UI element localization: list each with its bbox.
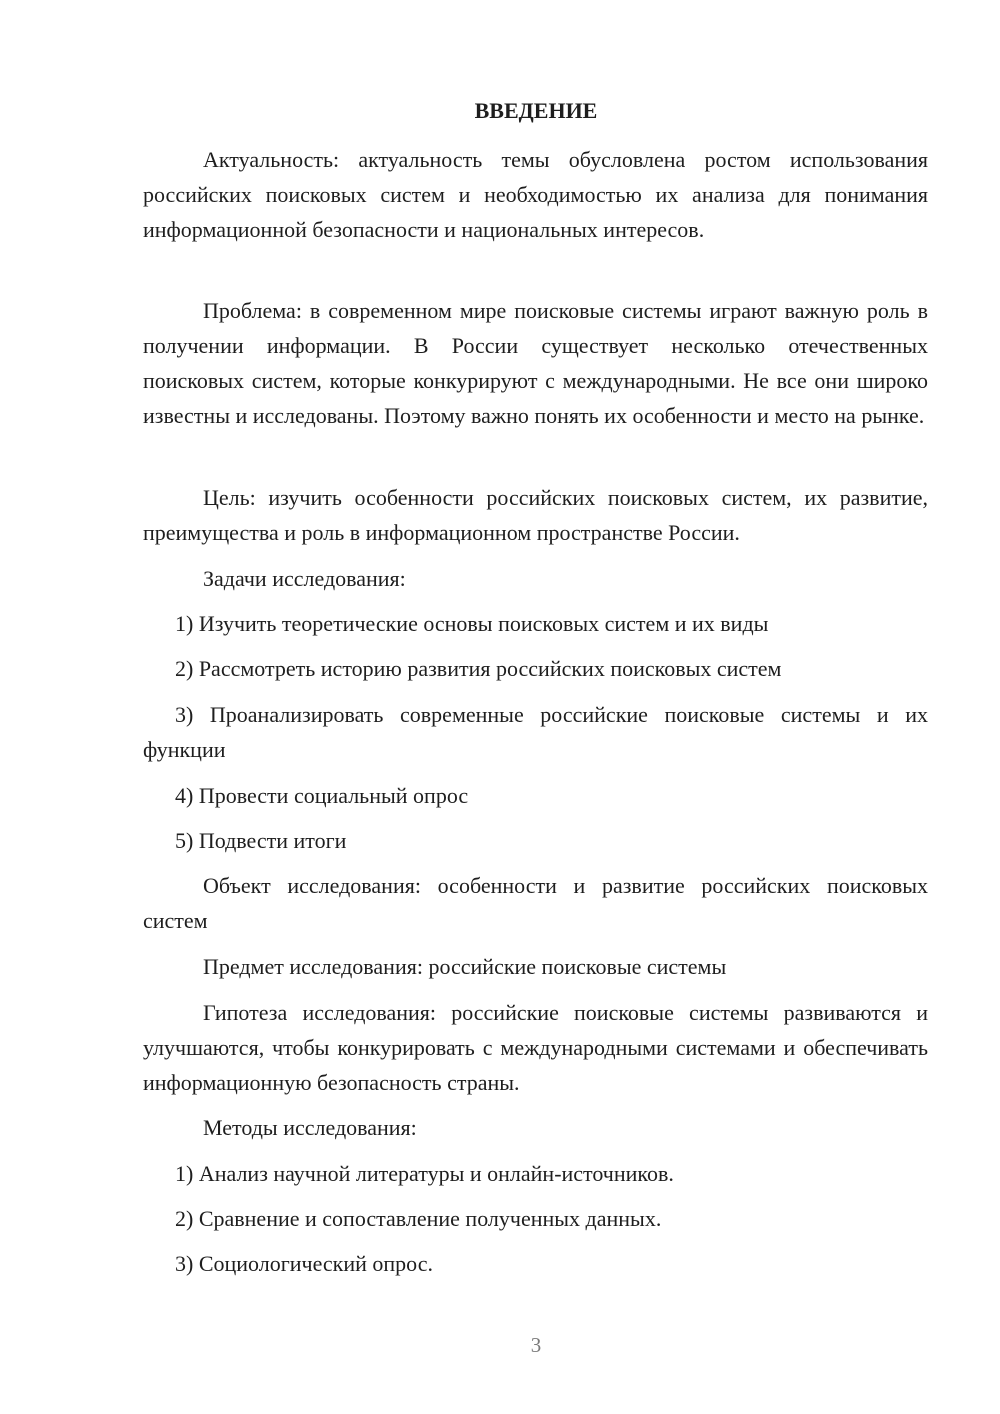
method-item-1: 1) Анализ научной литературы и онлайн-источников. [175,1161,674,1186]
task-item-5: 5) Подвести итоги [175,828,347,853]
method-item-3: 3) Социологический опрос. [175,1251,433,1276]
tasks-heading: Задачи исследования: [203,566,406,591]
task-item-2: 2) Рассмотреть историю развития российских поисковых систем [175,656,782,681]
subject-paragraph: Предмет исследования: российские поисковые системы [203,954,727,979]
methods-heading: Методы исследования: [203,1115,417,1140]
task-item-3: 3) Проанализировать современные российские поисковые системы и их функции [143,702,928,762]
method-item-2: 2) Сравнение и сопоставление полученных данных. [175,1206,662,1231]
goal-paragraph: Цель: изучить особенности российских поисковых систем, их развитие, преимущества и роль в информационном пространстве России. [143,485,928,545]
object-paragraph: Объект исследования: особенности и развитие российских поисковых систем [143,873,928,933]
task-item-4: 4) Провести социальный опрос [175,783,469,808]
problem-paragraph: Проблема: в современном мире поисковые системы играют важную роль в получении информации. В России существует несколько отечественных поисковых систем, которые конкурируют с международными. Не все они широко известны и исследованы. Поэтому важно понять их особенности и место на рынке. [143,298,928,428]
page-number: 3 [530,1333,542,1357]
relevance-paragraph: Актуальность: актуальность темы обусловлена ростом использования российских поисковых систем и необходимостью их анализа для понимания информационной безопасности и национальных интересов. [143,147,928,242]
task-item-1: 1) Изучить теоретические основы поисковых систем и их виды [175,611,769,636]
page-title: ВВЕДЕНИЕ [474,98,598,123]
hypothesis-paragraph: Гипотеза исследования: российские поисковые системы развиваются и улучшаются, чтобы конкурировать с международными системами и обеспечивать информационную безопасность страны. [143,1000,928,1095]
